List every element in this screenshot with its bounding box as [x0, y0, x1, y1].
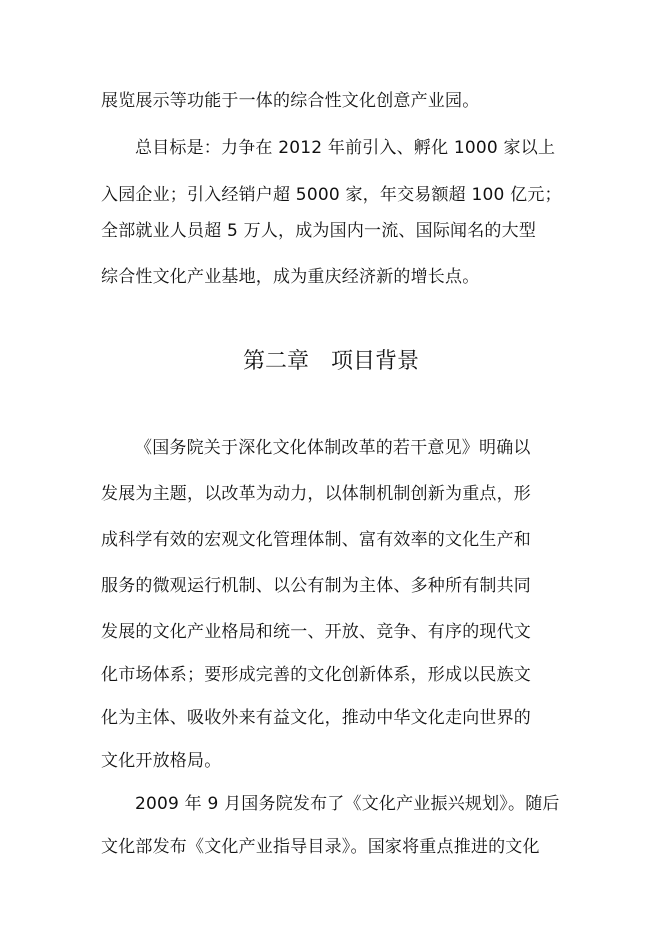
- paragraph-line: 化市场体系；要形成完善的文化创新体系，形成以民族文: [101, 665, 531, 685]
- paragraph-line: 综合性文化产业基地，成为重庆经济新的增长点。: [101, 267, 480, 287]
- paragraph-line: 2009 年 9 月国务院发布了《文化产业振兴规划》。随后: [135, 794, 560, 814]
- paragraph-line: 入园企业；引入经销户超 5000 家，年交易额超 100 亿元；: [101, 185, 562, 205]
- paragraph-line: 展览展示等功能于一体的综合性文化创意产业园。: [101, 91, 480, 111]
- paragraph-line: 《国务院关于深化文化体制改革的若干意见》明确以: [135, 438, 531, 458]
- paragraph-line: 文化开放格局。: [101, 751, 222, 771]
- paragraph-line: 成科学有效的宏观文化管理体制、富有效率的文化生产和: [101, 530, 531, 550]
- paragraph-line: 化为主体、吸收外来有益文化，推动中华文化走向世界的: [101, 708, 531, 728]
- paragraph-line: 发展的文化产业格局和统一、开放、竞争、有序的现代文: [101, 622, 531, 642]
- paragraph-line: 文化部发布《文化产业指导目录》。国家将重点推进的文化: [101, 837, 540, 857]
- paragraph-line: 发展为主题，以改革为动力，以体制机制创新为重点，形: [101, 484, 531, 504]
- paragraph-line: 总目标是：力争在 2012 年前引入、孵化 1000 家以上: [135, 138, 556, 158]
- chapter-heading: 第二章 项目背景: [242, 349, 419, 374]
- paragraph-line: 服务的微观运行机制、以公有制为主体、多种所有制共同: [101, 576, 531, 596]
- paragraph-line: 全部就业人员超 5 万人，成为国内一流、国际闻名的大型: [101, 221, 537, 241]
